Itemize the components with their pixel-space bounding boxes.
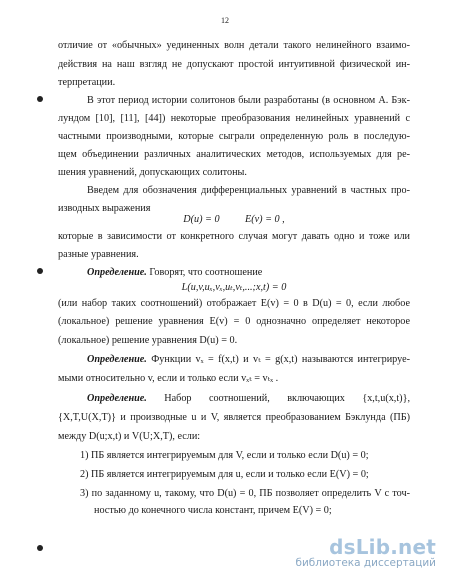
definition-term: Определение. <box>87 354 147 365</box>
definition-text: Набор соотношений, включающих {x,t,u(x,t)}, <box>164 393 411 404</box>
list-item-1: 1) ПБ является интегрируемым для V, если и только если D(u) = 0; <box>80 450 369 461</box>
watermark <box>295 535 436 569</box>
text-line-18: между D(u;x,t) и V(U;X,T), если: <box>58 431 201 442</box>
text-line-16: мыми относительно v, если и только если vₓₜ = vₜₓ . <box>58 373 279 384</box>
text-line-10: изводных выражения <box>58 203 151 214</box>
text-line-3: терпретации. <box>58 77 116 88</box>
formula-l: L(u,v,uₓ,vₓ,uₜ,vₜ,...;x,t) = 0 <box>181 282 287 293</box>
definition-term: Определение. <box>87 393 147 404</box>
text-line-14: (локальное) решение уравнения E(v) = 0 однозначно определяет некоторое <box>58 316 410 327</box>
list-item-2: 2) ПБ является интегрируемым для u, если и только если E(V) = 0; <box>80 469 369 480</box>
text-line-1: отличие от «обычных» уединенных волн детали такого нелинейного взаимо- <box>58 40 410 51</box>
text-line-8: шения уравнений, допускающих солитоны. <box>58 167 247 178</box>
margin-bullet <box>37 545 43 551</box>
list-item-3: 3) по заданному u, такому, что D(u) = 0, ПБ позволяет определить V с точ- <box>80 488 410 499</box>
definition-1 <box>87 267 410 279</box>
text-line-7: щем объединении различных аналитических методов, используемых для ре- <box>58 149 410 160</box>
definition-2 <box>87 354 410 366</box>
text-line-13: (или набор таких соотношений) отображает E(v) = 0 в D(u) = 0, если любое <box>58 298 410 309</box>
text-line-5: лундом [10], [11], [44]) некоторые преобразования нелинейных уравнений с <box>58 113 410 124</box>
page-number: 12 <box>221 16 229 25</box>
text-line-15: (локальное) решение уравнения D(u) = 0. <box>58 335 238 346</box>
definition-3 <box>87 393 410 405</box>
text-line-6: частными производными, которые сыграли определенную роль в последую- <box>58 131 410 142</box>
definition-text: Функции vₓ = f(x,t) и vₜ = g(x,t) называются интегрируе- <box>151 354 410 365</box>
text-line-9: Введем для обозначения дифференциальных уравнений в частных про- <box>87 185 410 196</box>
watermark-caption: библиотека диссертаций <box>295 557 436 569</box>
margin-bullet <box>37 268 43 274</box>
formula-d-e: D(u) = 0 E(v) = 0 , <box>183 214 285 225</box>
text-line-17: {X,T,U(X,T)} и производные u и V, является преобразованием Бэклунда (ПБ) <box>58 412 410 423</box>
text-line-11: которые в зависимости от конкретного случая могут давать одно и тоже или <box>58 231 410 242</box>
text-line-4: В этот период истории солитонов были разработаны (в основном А. Бэк- <box>87 95 410 106</box>
watermark-logo: dsLib.net <box>329 535 436 559</box>
list-item-3-cont: ностью до конечного числа констант, причем E(V) = 0; <box>94 505 332 516</box>
definition-term: Определение. <box>87 267 147 278</box>
text-line-2: действия на наш взгляд не допускают простой интуитивной физической ин- <box>58 59 410 70</box>
definition-text: Говорят, что соотношение <box>149 267 263 278</box>
text-line-12: разные уравнения. <box>58 249 139 260</box>
margin-bullet <box>37 96 43 102</box>
